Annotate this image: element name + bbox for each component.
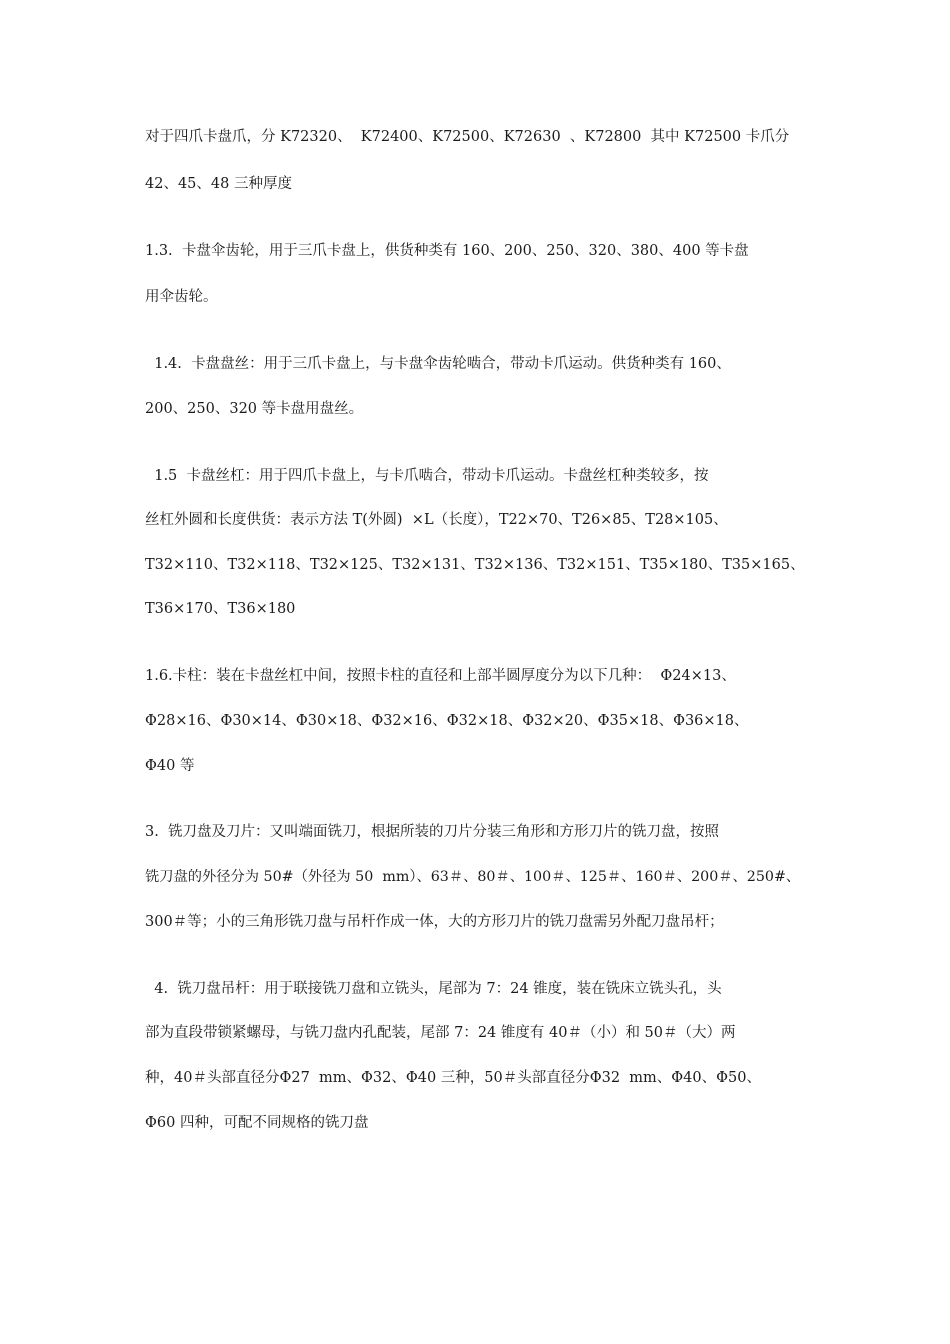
text-line: 42、45、48 三种厚度 bbox=[145, 176, 292, 192]
text-line: 丝杠外圆和长度供货：表示方法 T(外圆) ×L（长度），T22×70、T26×85、T28×105、 bbox=[145, 512, 728, 528]
text-line: 4. 铣刀盘吊杆：用于联接铣刀盘和立铣头，尾部为 7：24 锥度，装在铣床立铣头孔，头 bbox=[145, 981, 722, 997]
text-line: 部为直段带锁紧螺母，与铣刀盘内孔配装，尾部 7：24 锥度有 40＃（小）和 50＃（大）两 bbox=[145, 1025, 736, 1041]
text-line: Φ28×16、Φ30×14、Φ30×18、Φ32×16、Φ32×18、Φ32×20、Φ35×18、Φ36×18、 bbox=[145, 713, 749, 729]
text-line: 200、250、320 等卡盘用盘丝。 bbox=[145, 401, 364, 417]
text-line: 1.5 卡盘丝杠：用于四爪卡盘上，与卡爪啮合，带动卡爪运动。卡盘丝杠种类较多，按 bbox=[145, 468, 709, 484]
text-line: 1.3. 卡盘伞齿轮，用于三爪卡盘上，供货种类有 160、200、250、320、380、400 等卡盘 bbox=[145, 243, 749, 259]
text-line: 对于四爪卡盘爪，分 K72320、 K72400、K72500、K72630 、K72800 其中 K72500 卡爪分 bbox=[145, 129, 790, 145]
text-line: 300＃等；小的三角形铣刀盘与吊杆作成一体，大的方形刀片的铣刀盘需另外配刀盘吊杆； bbox=[145, 914, 724, 930]
text-line: 3. 铣刀盘及刀片：又叫端面铣刀，根据所装的刀片分装三角形和方形刀片的铣刀盘，按照 bbox=[145, 824, 720, 840]
text-line: Φ40 等 bbox=[145, 758, 195, 774]
text-line: 种，40＃头部直径分Φ27 mm、Φ32、Φ40 三种，50＃头部直径分Φ32 mm、Φ40、Φ50、 bbox=[145, 1070, 761, 1086]
text-line: 1.4. 卡盘盘丝：用于三爪卡盘上，与卡盘伞齿轮啮合，带动卡爪运动。供货种类有 160、 bbox=[145, 356, 731, 372]
text-line: 用伞齿轮。 bbox=[145, 289, 218, 305]
text-line: Φ60 四种，可配不同规格的铣刀盘 bbox=[145, 1115, 369, 1131]
text-line: 铣刀盘的外径分为 50#（外径为 50 mm）、63＃、80＃、100＃、125＃、160＃、200＃、250#、 bbox=[145, 869, 801, 885]
text-line: 1.6.卡柱：装在卡盘丝杠中间，按照卡柱的直径和上部半圆厚度分为以下几种： Φ24×13、 bbox=[145, 668, 736, 684]
text-line: T32×110、T32×118、T32×125、T32×131、T32×136、T32×151、T35×180、T35×165、 bbox=[145, 557, 805, 573]
text-line: T36×170、T36×180 bbox=[145, 601, 296, 617]
